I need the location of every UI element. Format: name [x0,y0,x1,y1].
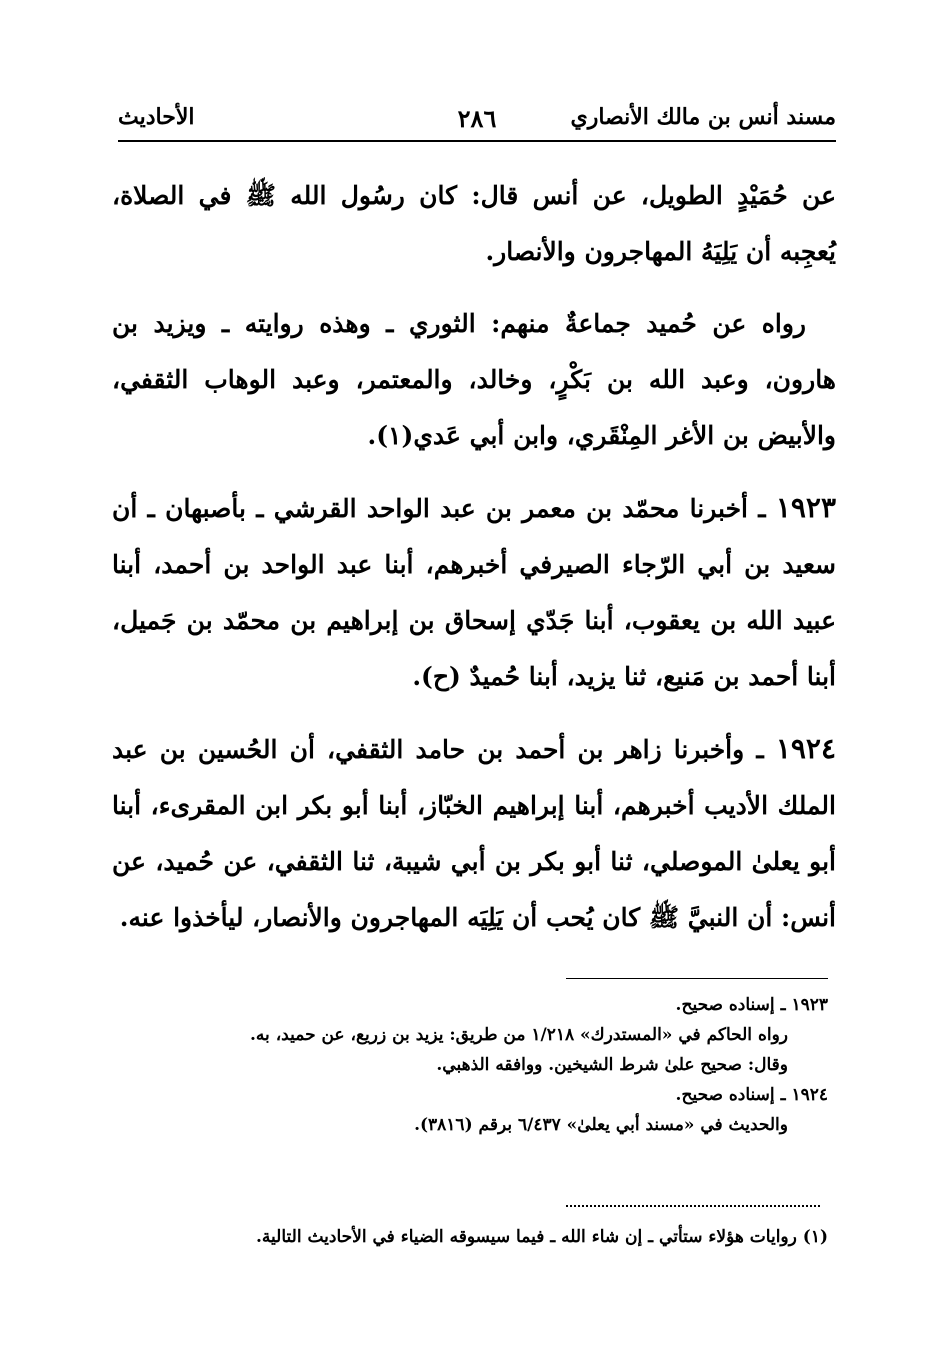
running-title: مسند أنس بن مالك الأنصاري [570,104,836,130]
hadith-1924 [112,721,836,946]
hadith-number-1923: ١٩٢٣ [775,491,836,524]
endnote: (١) روايات هؤلاء ستأتي ـ إن شاء الله ـ فيما سيسوقه الضياء في الأحاديث التالية. [256,1227,828,1247]
footnote-1924-grade: ١٩٢٤ ـ إسناده صحيح. [675,1085,828,1105]
footnote-separator [566,978,828,979]
hadith-1924-text: ـ وأخبرنا زاهر بن أحمد بن حامد الثقفي، أن الحُسين بن عبد الملك الأديب أخبرهم، أبنا إبراهيم الخبّاز، أبنا أبو بكر ابن المقرىء، أبنا أبو يعلىٰ الموصلي، ثنا أبو بكر بن أبي شيبة، ثنا الثقفي، عن حُميد، عن أنس: أن النبيَّ ﷺ كان يُحب أن يَلِيَه المهاجرون والأنصار، ليأخذوا عنه. [112,735,836,932]
page-header [118,100,836,142]
footnote-1923-grade: ١٩٢٣ ـ إسناده صحيح. [675,995,828,1015]
footnote-1923-comment: وقال: صحيح علىٰ شرط الشيخين. ووافقه الذهبي. [436,1055,788,1075]
main-text [112,168,836,962]
section-title: الأحاديث [118,104,195,130]
hadith-1923 [112,480,836,705]
endnote-separator [566,1205,820,1207]
footnotes [120,990,828,1140]
hadith-1923-text: ـ أخبرنا محمّد بن معمر بن عبد الواحد القرشي ـ بأصبهان ـ أن سعيد بن أبي الرّجاء الصيرفي أخبرهم، أبنا عبد الواحد بن أحمد، أبنا عبيد الله بن يعقوب، أبنا جَدّي إسحاق بن إبراهيم بن محمّد بن جَميل، أبنا أحمد بن مَنيع، ثنا يزيد، أبنا حُميدٌ (ح). [112,494,836,691]
footnote-1924-source: والحديث في «مسند أبي يعلىٰ» ٦/٤٣٧ برقم (٣٨١٦). [414,1115,788,1135]
paragraph-narrators: رواه عن حُميد جماعةٌ منهم: الثوري ـ وهذه روايته ـ ويزيد بن هارون، وعبد الله بن بَكْرٍ، وخالد، والمعتمر، وعبد الوهاب الثقفي، والأبيض بن الأغر المِنْقَري، وابن أبي عَدي(١). [112,309,836,450]
page-number: ٢٨٦ [457,104,497,133]
hadith-number-1924: ١٩٢٤ [775,732,836,765]
footnote-1923-source: رواه الحاكم في «المستدرك» ١/٢١٨ من طريق: يزيد بن زريع، عن حميد، به. [250,1025,788,1045]
paragraph-hadith-text: عن حُمَيْدٍ الطويل، عن أنس قال: كان رسُول الله ﷺ في الصلاة، يُعجِبه أن يَلِيَهُ المهاجرون والأنصار. [112,181,836,266]
